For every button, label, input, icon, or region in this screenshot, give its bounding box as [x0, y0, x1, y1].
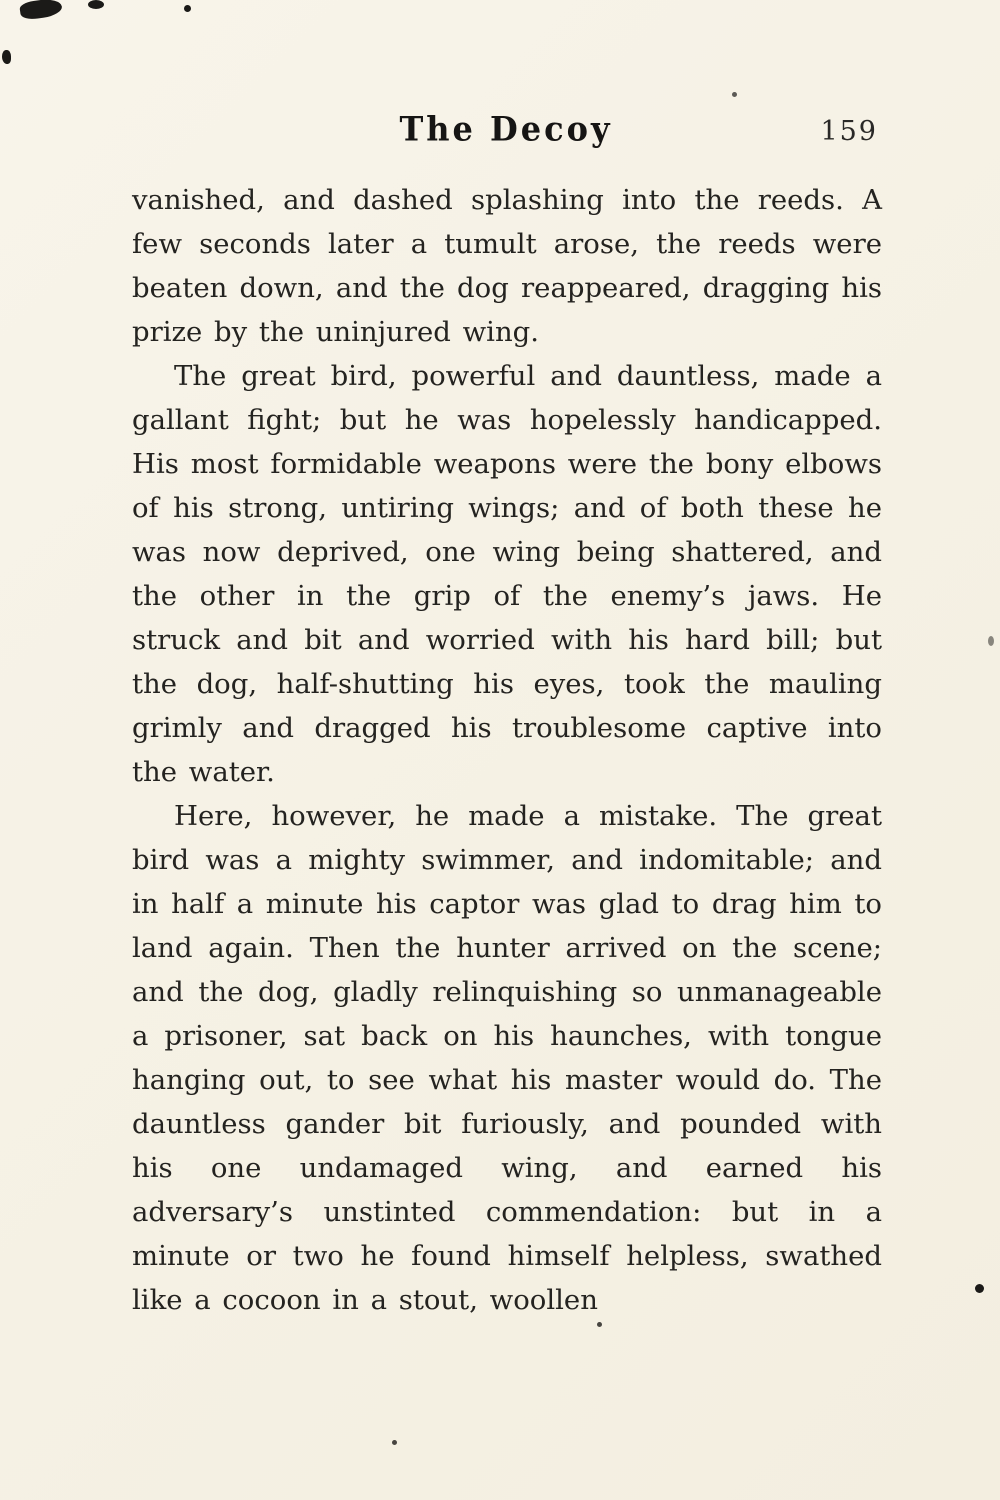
scan-artifact — [184, 5, 191, 12]
scan-artifact — [19, 0, 63, 21]
paragraph: The great bird, powerful and dauntless, made a gallant fight; but he was hopelessly handicapped. His most formidable weapons were the bony elbows of his strong, untiring wings; and of both these he was now deprived, one wing being shattered, and the other in the grip of the enemy’s jaws. He struck and bit and worried with his hard bill; but the dog, half-shutting his eyes, took the mauling grimly and dragged his troublesome captive into the water. — [132, 360, 882, 788]
scan-artifact — [988, 636, 994, 646]
page-body — [132, 178, 882, 1322]
page-number: 159 — [820, 116, 878, 147]
scan-artifact — [392, 1440, 397, 1445]
scan-artifact — [88, 0, 104, 9]
paragraph: vanished, and dashed splashing into the reeds. A few seconds later a tumult arose, the reeds were beaten down, and the dog reappeared, dragging his prize by the uninjured wing. — [132, 184, 882, 348]
paragraph: Here, however, he made a mistake. The great bird was a mighty swimmer, and indomitable; and in half a minute his captor was glad to drag him to land again. Then the hunter arrived on the scene; and the dog, gladly relinquishing so unmanageable a prisoner, sat back on his haunches, with tongue hanging out, to see what his master would do. The dauntless gander bit furiously, and pounded with his one undamaged wing, and earned his adversary’s unstinted commendation: but in a minute or two he found himself helpless, swathed like a cocoon in a stout, woollen — [132, 800, 882, 1316]
scan-artifact — [732, 92, 737, 97]
scan-artifact — [2, 50, 11, 64]
scan-artifact — [597, 1322, 602, 1327]
running-title: The Decoy — [399, 109, 613, 149]
scan-artifact — [975, 1284, 984, 1293]
page-header — [130, 110, 882, 154]
